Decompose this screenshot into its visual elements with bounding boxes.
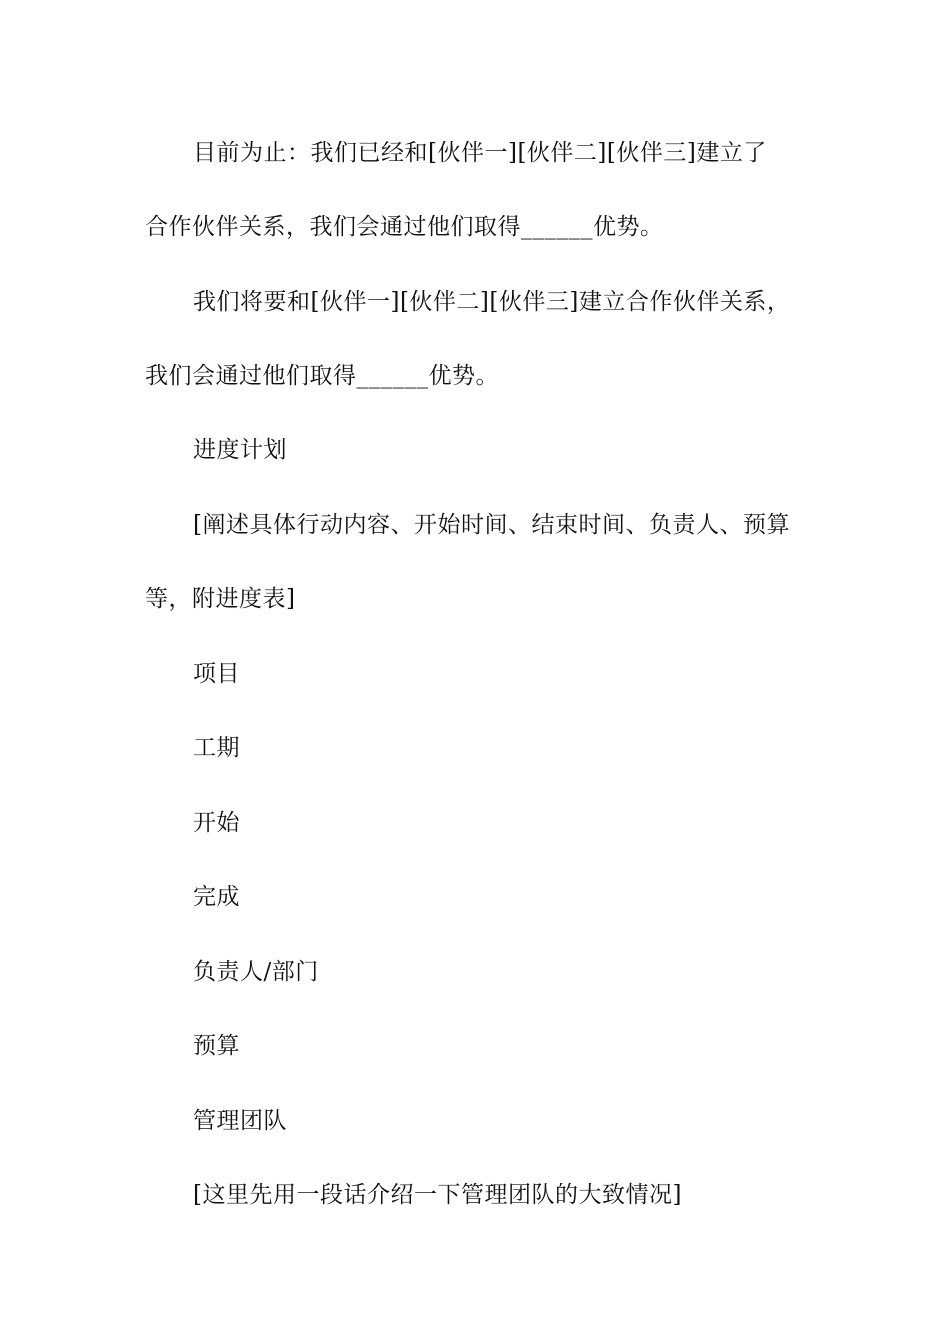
table-field-complete: 完成 [193,884,240,910]
table-field-owner-department: 负责人/部门 [193,959,319,985]
table-field-project: 项目 [193,661,240,687]
section-heading-schedule: 进度计划 [193,437,287,463]
paragraph-schedule-note-line-2: 等，附进度表] [145,586,296,612]
table-field-duration: 工期 [193,735,240,761]
paragraph-partners-current-line-2: 合作伙伴关系，我们会通过他们取得______优势。 [145,214,664,240]
paragraph-schedule-note-line-1: [阐述具体行动内容、开始时间、结束时间、负责人、预算 [193,512,790,538]
paragraph-partners-current-line-1: 目前为止：我们已经和[伙伴一][伙伴二][伙伴三]建立了 [193,140,767,166]
table-field-budget: 预算 [193,1033,240,1059]
paragraph-management-team-note: [这里先用一段话介绍一下管理团队的大致情况] [193,1182,682,1208]
paragraph-partners-future-line-1: 我们将要和[伙伴一][伙伴二][伙伴三]建立合作伙伴关系， [193,289,791,315]
table-field-start: 开始 [193,810,240,836]
section-heading-management-team: 管理团队 [193,1108,287,1134]
paragraph-partners-future-line-2: 我们会通过他们取得______优势。 [145,363,499,389]
